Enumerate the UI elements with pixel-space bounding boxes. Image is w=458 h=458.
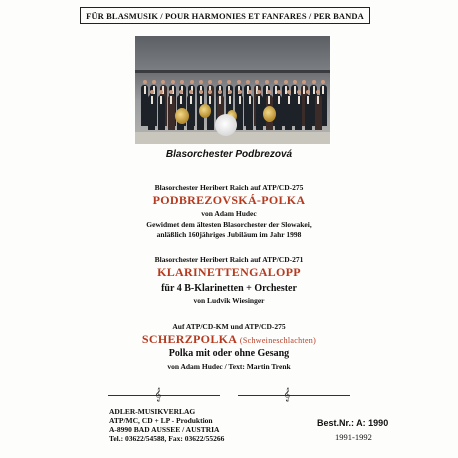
photo-musician-face	[284, 80, 288, 84]
photo-musician-shirt	[180, 96, 182, 104]
piece3-title-main: SCHERZPOLKA	[141, 332, 237, 346]
photo-musician-face	[180, 80, 184, 84]
photo-musician-shirt	[219, 96, 221, 104]
photo-musician-shirt	[209, 96, 211, 104]
photo-horn	[175, 108, 189, 124]
divider-right	[238, 395, 350, 396]
photo-musician-face	[228, 90, 232, 94]
photo-musician-face	[199, 80, 203, 84]
treble-clef-icon-left: 𝄞	[154, 387, 162, 401]
photo-musician-shirt	[313, 86, 315, 94]
piece2-recording: Blasorchester Heribert Raich auf ATP/CD-271	[154, 255, 304, 264]
photo-musician-face	[143, 80, 147, 84]
photo-musician-shirt	[249, 96, 251, 104]
photo-horn	[199, 104, 211, 118]
piece3-description: Polka mit oder ohne Gesang	[168, 348, 290, 359]
piece2-instrumentation: für 4 B-Klarinetten + Orchester	[161, 283, 297, 294]
piece3-composer: von Adam Hudec / Text: Martin Trenk	[167, 362, 291, 371]
photo-musician-shirt	[278, 96, 280, 104]
publisher-address: A-8990 BAD AUSSEE / AUSTRIA	[109, 425, 220, 434]
photo-musician-face	[161, 80, 165, 84]
photo-musician-face	[171, 80, 175, 84]
photo-musician-face	[265, 80, 269, 84]
photo-musician-face	[302, 80, 306, 84]
photo-musician-shirt	[298, 96, 300, 104]
photo-musician-face	[190, 80, 194, 84]
piece1-dedication-line1: Gewidmet dem ältesten Blasorchester der Slowakei,	[146, 220, 312, 229]
photo-musician-face	[287, 90, 291, 94]
photo-musician-face	[255, 80, 259, 84]
photo-musician-shirt	[322, 86, 324, 94]
piece1-recording: Blasorchester Heribert Raich auf ATP/CD-275	[154, 183, 304, 192]
photo-musician-face	[237, 80, 241, 84]
piece2-title: KLARINETTENGALOPP	[157, 265, 301, 279]
photo-musician-shirt	[170, 96, 172, 104]
photo-drum	[215, 114, 237, 136]
treble-clef-icon-right: 𝄞	[283, 387, 291, 401]
photo-caption: Blasorchester Podbrezová	[165, 149, 293, 160]
band-photo	[135, 36, 330, 144]
photo-musician-face	[293, 80, 297, 84]
photo-musician-face	[267, 90, 271, 94]
photo-musician-shirt	[200, 96, 202, 104]
top-banner: FÜR BLASMUSIK / POUR HARMONIES ET FANFARES / PER BANDA	[80, 7, 370, 24]
piece3-title	[0, 332, 458, 348]
photo-musician-shirt	[190, 96, 192, 104]
photo-musician-shirt	[144, 86, 146, 94]
piece2-composer: von Ludvik Wiesinger	[193, 296, 265, 305]
piece3-title-extra: (Schweineschlachten)	[239, 336, 317, 345]
photo-roofline	[135, 70, 330, 73]
photo-musician-face	[321, 80, 325, 84]
photo-musician-shirt	[307, 96, 309, 104]
photo-musician-shirt	[160, 96, 162, 104]
photo-musician-shirt	[317, 96, 319, 104]
photo-musician-face	[199, 90, 203, 94]
photo-musician-face	[238, 90, 242, 94]
photo-musician-face	[150, 90, 154, 94]
publisher-name: ADLER-MUSIKVERLAG	[109, 407, 196, 416]
photo-building	[135, 36, 330, 70]
piece1-composer: von Adam Hudec	[201, 209, 257, 218]
piece3-recording: Auf ATP/CD-KM und ATP/CD-275	[172, 322, 286, 331]
photo-musician-face	[297, 90, 301, 94]
catalog-years: 1991-1992	[335, 432, 372, 442]
photo-musician-shirt	[294, 86, 296, 94]
photo-musician-face	[189, 90, 193, 94]
publisher-line2: ATP/MC, CD + LP - Produktion	[109, 416, 213, 425]
photo-musician-shirt	[239, 96, 241, 104]
piece1-dedication-line2: anläßlich 160jähriges Jubiläum im Jahr 1998	[156, 230, 302, 239]
photo-musician-face	[218, 80, 222, 84]
photo-musician-face	[152, 80, 156, 84]
publisher-block	[109, 407, 224, 443]
catalog-number: Best.Nr.: A: 1990	[317, 418, 389, 428]
photo-musician-shirt	[229, 96, 231, 104]
photo-musician-shirt	[151, 96, 153, 104]
photo-musician-shirt	[288, 96, 290, 104]
photo-horn	[263, 106, 276, 122]
photo-musician-face	[312, 80, 316, 84]
photo-musician-shirt	[268, 96, 270, 104]
photo-musician-shirt	[303, 86, 305, 94]
photo-musician-face	[208, 80, 212, 84]
photo-musician-shirt	[258, 96, 260, 104]
photo-musician-face	[277, 90, 281, 94]
photo-musician-face	[227, 80, 231, 84]
photo-musician-face	[179, 90, 183, 94]
publisher-phone: Tel.: 03622/54588, Fax: 03622/55266	[109, 434, 225, 443]
photo-musician-face	[248, 90, 252, 94]
divider-left	[108, 395, 220, 396]
piece1-title: PODBREZOVSKÁ-POLKA	[152, 193, 306, 207]
photo-musician-face	[246, 80, 250, 84]
photo-musician-face	[274, 80, 278, 84]
